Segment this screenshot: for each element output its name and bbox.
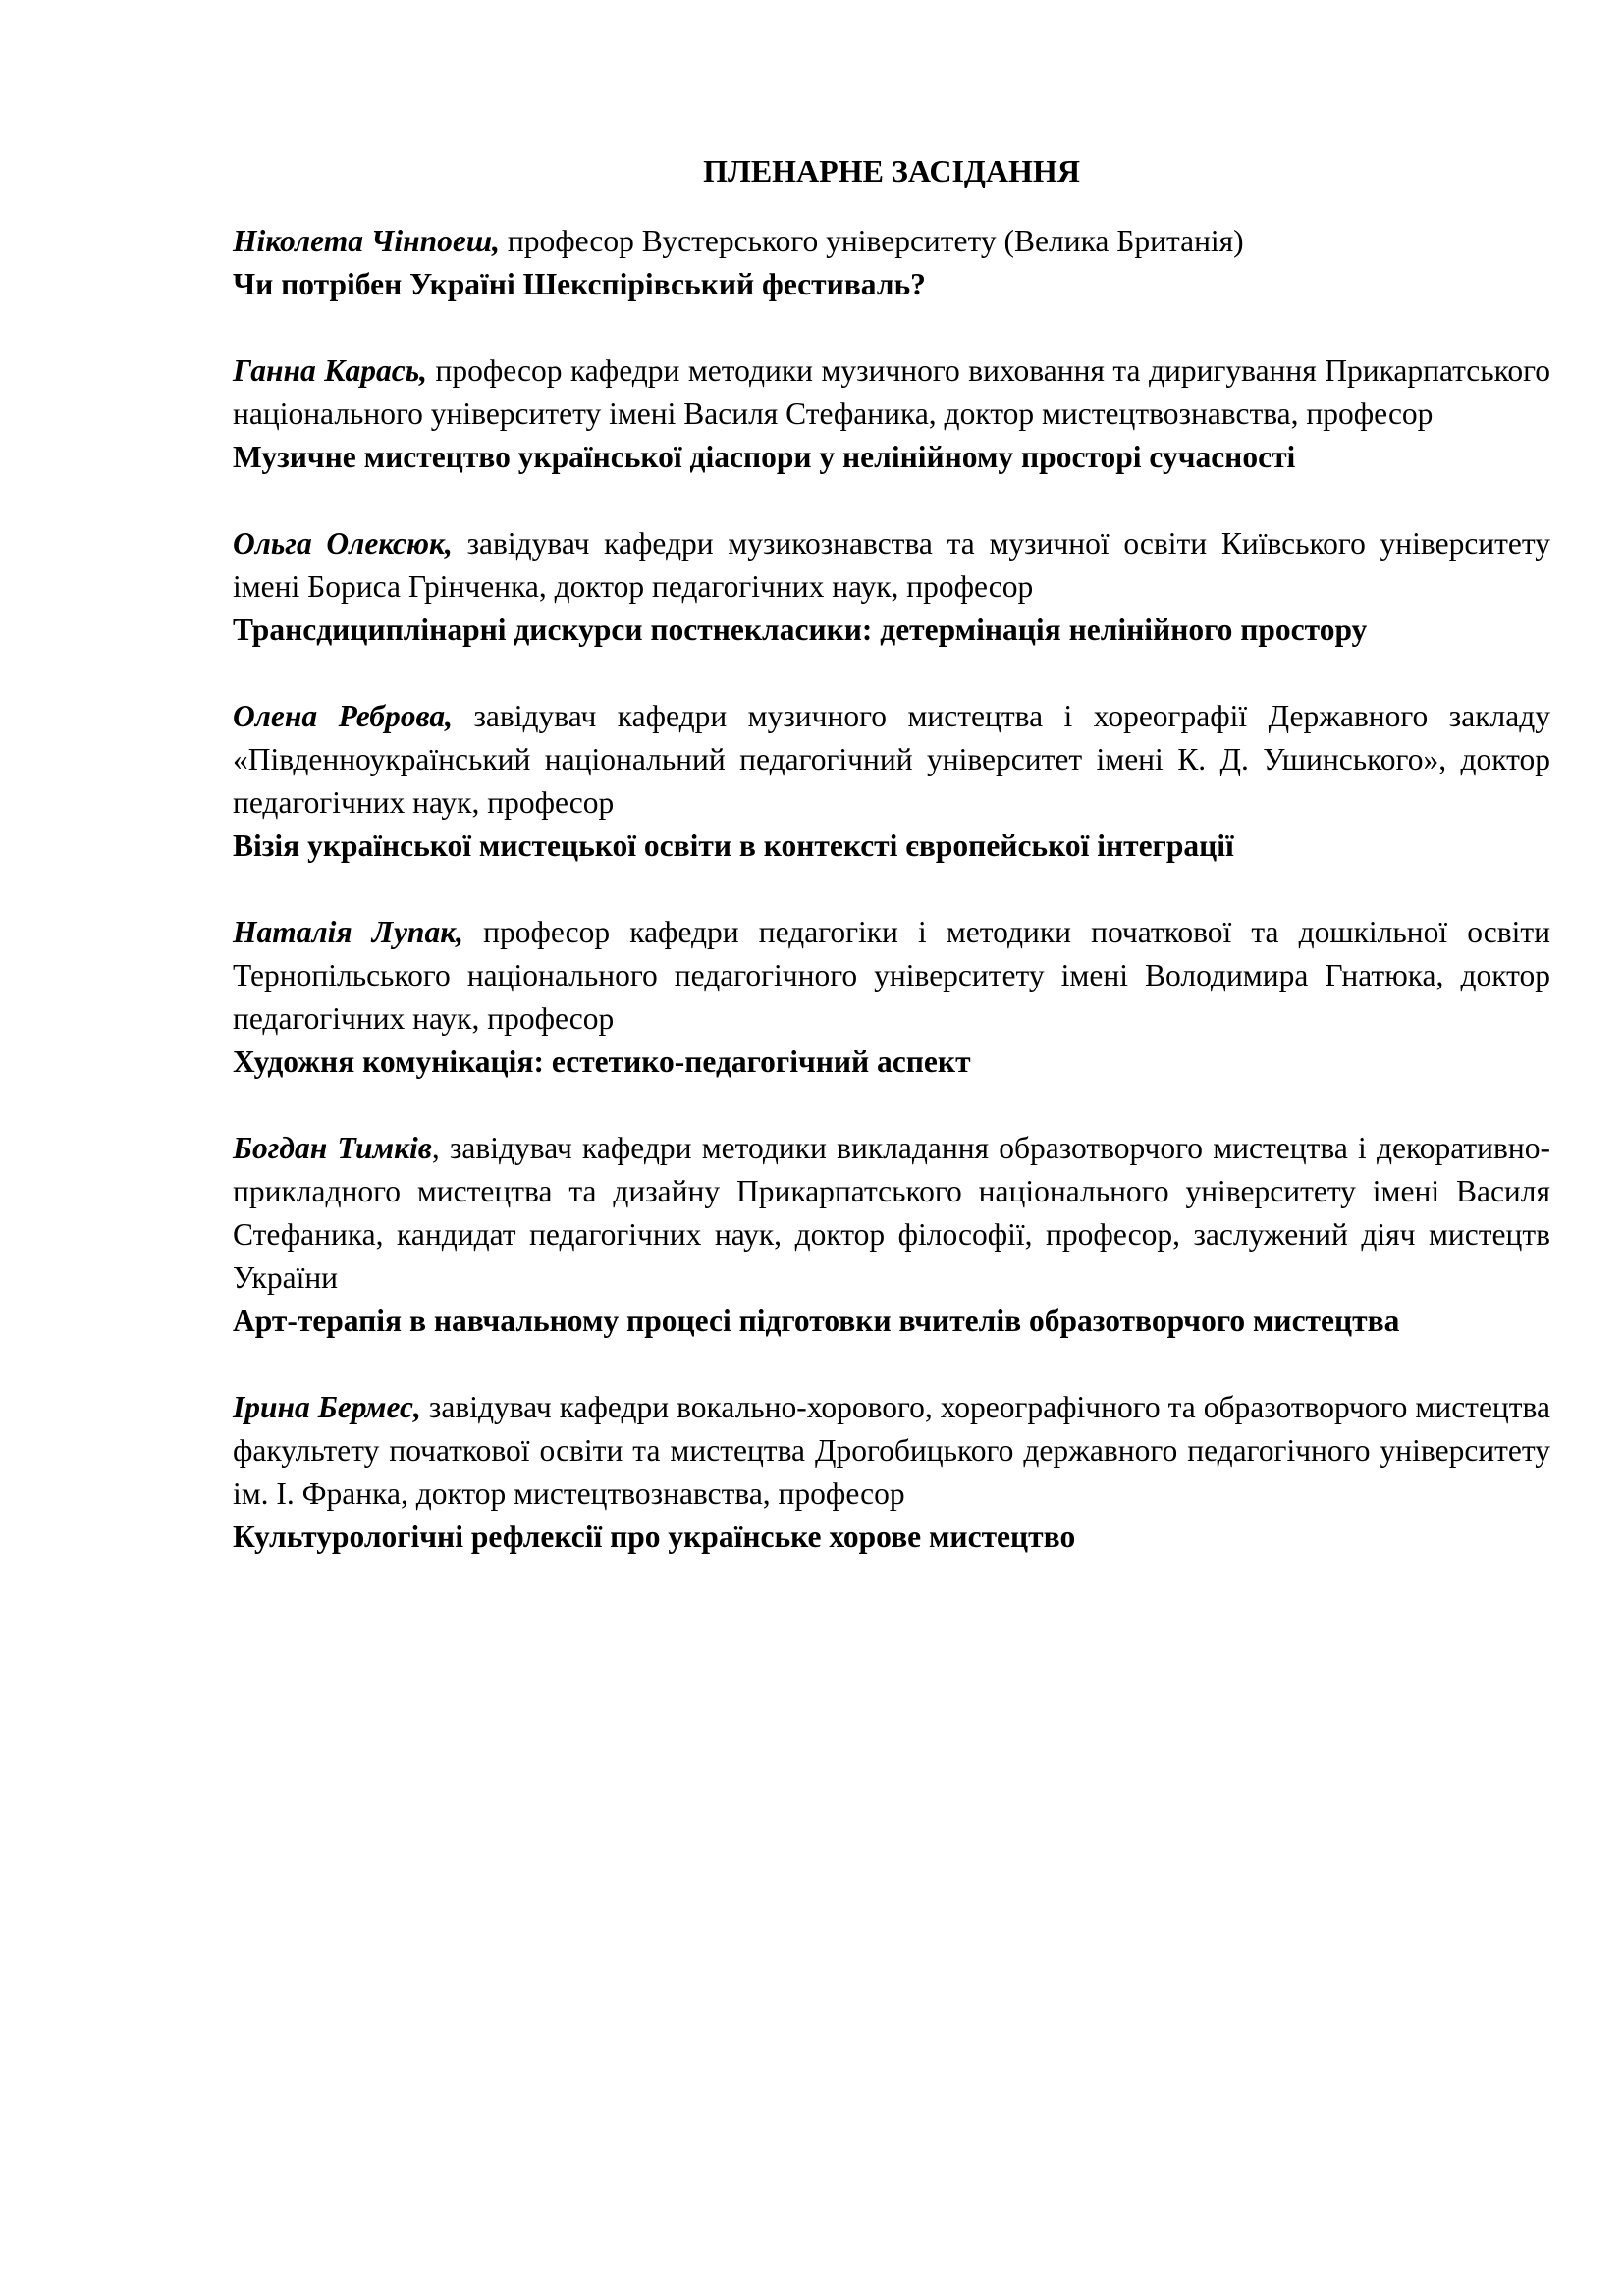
speaker-line — [233, 695, 1550, 825]
speaker-affiliation: професор кафедри методики музичного виховання та диригування Прикарпатського національного університету імені Василя Стефаника, доктор мистецтвознавства, професор — [233, 353, 1550, 431]
speaker-name: Богдан Тимків — [233, 1131, 432, 1165]
speaker-name: Олена Реброва, — [233, 699, 453, 733]
page-title: ПЛЕНАРНЕ ЗАСІДАННЯ — [703, 153, 1080, 188]
entry-4 — [233, 695, 1550, 868]
speaker-affiliation: , завідувач кафедри методики викладання образотворчого мистецтва і декоративно-прикладного мистецтва та дизайну Прикарпатського національного університету імені Василя Стефаника, кандидат педагогічних наук, доктор філософії, професор, заслужений діяч мистецтв України — [233, 1131, 1551, 1295]
speaker-name: Ніколета Чінпоеш, — [233, 224, 501, 258]
speaker-name: Ганна Карась, — [233, 353, 428, 388]
speaker-line — [233, 522, 1550, 609]
document-page — [233, 149, 1550, 1602]
entry-1 — [233, 220, 1550, 306]
entry-5 — [233, 911, 1550, 1084]
speaker-name: Наталія Лупак, — [233, 915, 464, 949]
talk-title: Арт-терапія в навчальному процесі підготовки вчителів образотворчого мистецтва — [233, 1304, 1400, 1338]
speaker-affiliation: завідувач кафедри музикознавства та музичної освіти Київського університету імені Бориса Грінченка, доктор педагогічних наук, професор — [233, 526, 1551, 604]
talk-title: Музичне мистецтво української діаспори у нелінійному просторі сучасності — [233, 440, 1296, 474]
speaker-line — [233, 911, 1550, 1041]
speaker-affiliation: завідувач кафедри вокально-хорового, хореографічного та образотворчого мистецтва факультету початкової освіти та мистецтва Дрогобицького державного педагогічного університету ім. І. Франка, доктор мистецтвознавства, професор — [233, 1390, 1550, 1511]
speaker-line — [233, 220, 1550, 263]
speaker-affiliation: професор Вустерського університету (Велика Британія) — [500, 224, 1244, 258]
talk-title: Чи потрібен Україні Шекспірівський фестиваль? — [233, 267, 926, 301]
speaker-line — [233, 1127, 1550, 1300]
entry-2 — [233, 349, 1550, 479]
entry-6 — [233, 1127, 1550, 1343]
talk-title: Художня комунікація: естетико-педагогічний аспект — [233, 1044, 971, 1079]
speaker-name: Ольга Олексюк, — [233, 526, 453, 561]
entry-7 — [233, 1386, 1550, 1559]
talk-title: Трансдициплінарні дискурси постнекласики: детермінація нелінійного простору — [233, 613, 1368, 647]
speaker-line — [233, 1386, 1550, 1516]
talk-title: Візія української мистецької освіти в контексті європейської інтеграції — [233, 828, 1234, 863]
speaker-line — [233, 349, 1550, 436]
speaker-affiliation: професор кафедри педагогіки і методики початкової та дошкільної освіти Тернопільського національного педагогічного університету імені Володимира Гнатюка, доктор педагогічних наук, професор — [233, 915, 1550, 1036]
speaker-affiliation: завідувач кафедри музичного мистецтва і хореографії Державного закладу «Південноукраїнський національний педагогічний університет імені К. Д. Ушинського», доктор педагогічних наук, професор — [233, 699, 1550, 820]
speaker-name: Ірина Бермес, — [233, 1390, 421, 1424]
entry-3 — [233, 522, 1550, 652]
talk-title: Культурологічні рефлексії про українське хорове мистецтво — [233, 1520, 1076, 1554]
